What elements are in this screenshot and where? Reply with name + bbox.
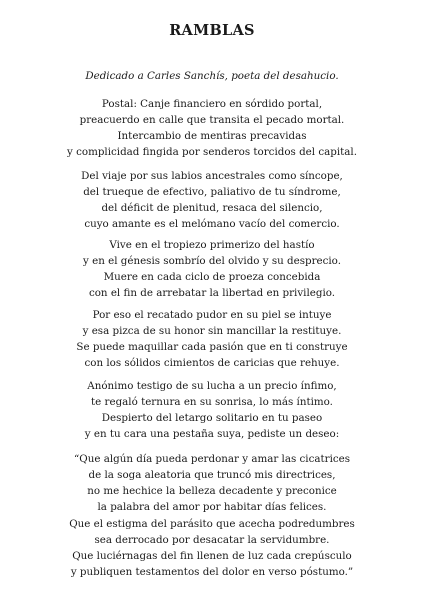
stanza-3	[0, 237, 424, 301]
verse-line: y publiquen testamentos del dolor en verso póstumo.”	[70, 566, 354, 578]
verse-line: y esa pizca de su honor sin mancillar la restituye.	[82, 325, 342, 337]
verse-line: preacuerdo en calle que transita el pecado mortal.	[79, 114, 345, 126]
stanza-6	[0, 451, 424, 515]
verse-line: Vive en el tropiezo primerizo del hastío	[109, 239, 315, 251]
verse-line: cuyo amante es el melómano vacío del comercio.	[84, 218, 340, 230]
verse-line: no me hechice la belleza decadente y preconice	[87, 485, 337, 497]
verse-line: con los sólidos cimientos de caricias que rehuye.	[84, 357, 340, 369]
verse-line: la palabra del amor por habitar días felices.	[97, 501, 327, 513]
verse-line: y en el génesis sombrío del olvido y su desprecio.	[83, 255, 341, 267]
verse-line: te regaló ternura en su sonrisa, lo más íntimo.	[91, 396, 333, 408]
verse-line: sea derrocado por desacatar la servidumbre.	[94, 534, 330, 546]
stanza-5	[0, 378, 424, 442]
verse-line: Del viaje por sus labios ancestrales como síncope,	[81, 170, 343, 182]
verse-line: del déficit de plenitud, resaca del silencio,	[101, 202, 323, 214]
verse-line: y en tu cara una pestaña suya, pediste un deseo:	[84, 428, 340, 440]
poem-title: RAMBLAS	[169, 22, 255, 39]
verse-line: Que luciérnagas del fin llenen de luz cada crepúsculo	[72, 550, 352, 562]
verse-line: Postal: Canje financiero en sórdido portal,	[101, 98, 323, 110]
verse-line: Se puede maquillar cada pasión que en ti construye	[76, 341, 348, 353]
verse-line: Muere en cada ciclo de proeza concebida	[103, 271, 321, 283]
stanza-2	[0, 168, 424, 232]
verse-line: Por eso el recatado pudor en su piel se intuye	[92, 309, 332, 321]
stanza-1	[0, 96, 424, 160]
stanza-7	[0, 516, 424, 580]
verse-line: “Que algún día pueda perdonar y amar las cicatrices	[73, 453, 351, 465]
verse-line: y complicidad fingida por senderos torcidos del capital.	[67, 146, 357, 158]
verse-line: Despierto del letargo solitario en tu paseo	[101, 412, 323, 424]
verse-line: del trueque de efectivo, paliativo de tu síndrome,	[83, 186, 341, 198]
verse-line: Que el estigma del parásito que acecha podredumbres	[69, 518, 355, 530]
verse-line: Anónimo testigo de su lucha a un precio ínfimo,	[87, 380, 337, 392]
verse-line: con el fin de arrebatar la libertad en privilegio.	[88, 287, 336, 299]
verse-line: de la soga aleatoria que truncó mis directrices,	[88, 469, 336, 481]
dedication: Dedicado a Carles Sanchís, poeta del desahucio.	[85, 70, 339, 82]
stanza-4	[0, 307, 424, 371]
verse-line: Intercambio de mentiras precavidas	[117, 130, 307, 142]
